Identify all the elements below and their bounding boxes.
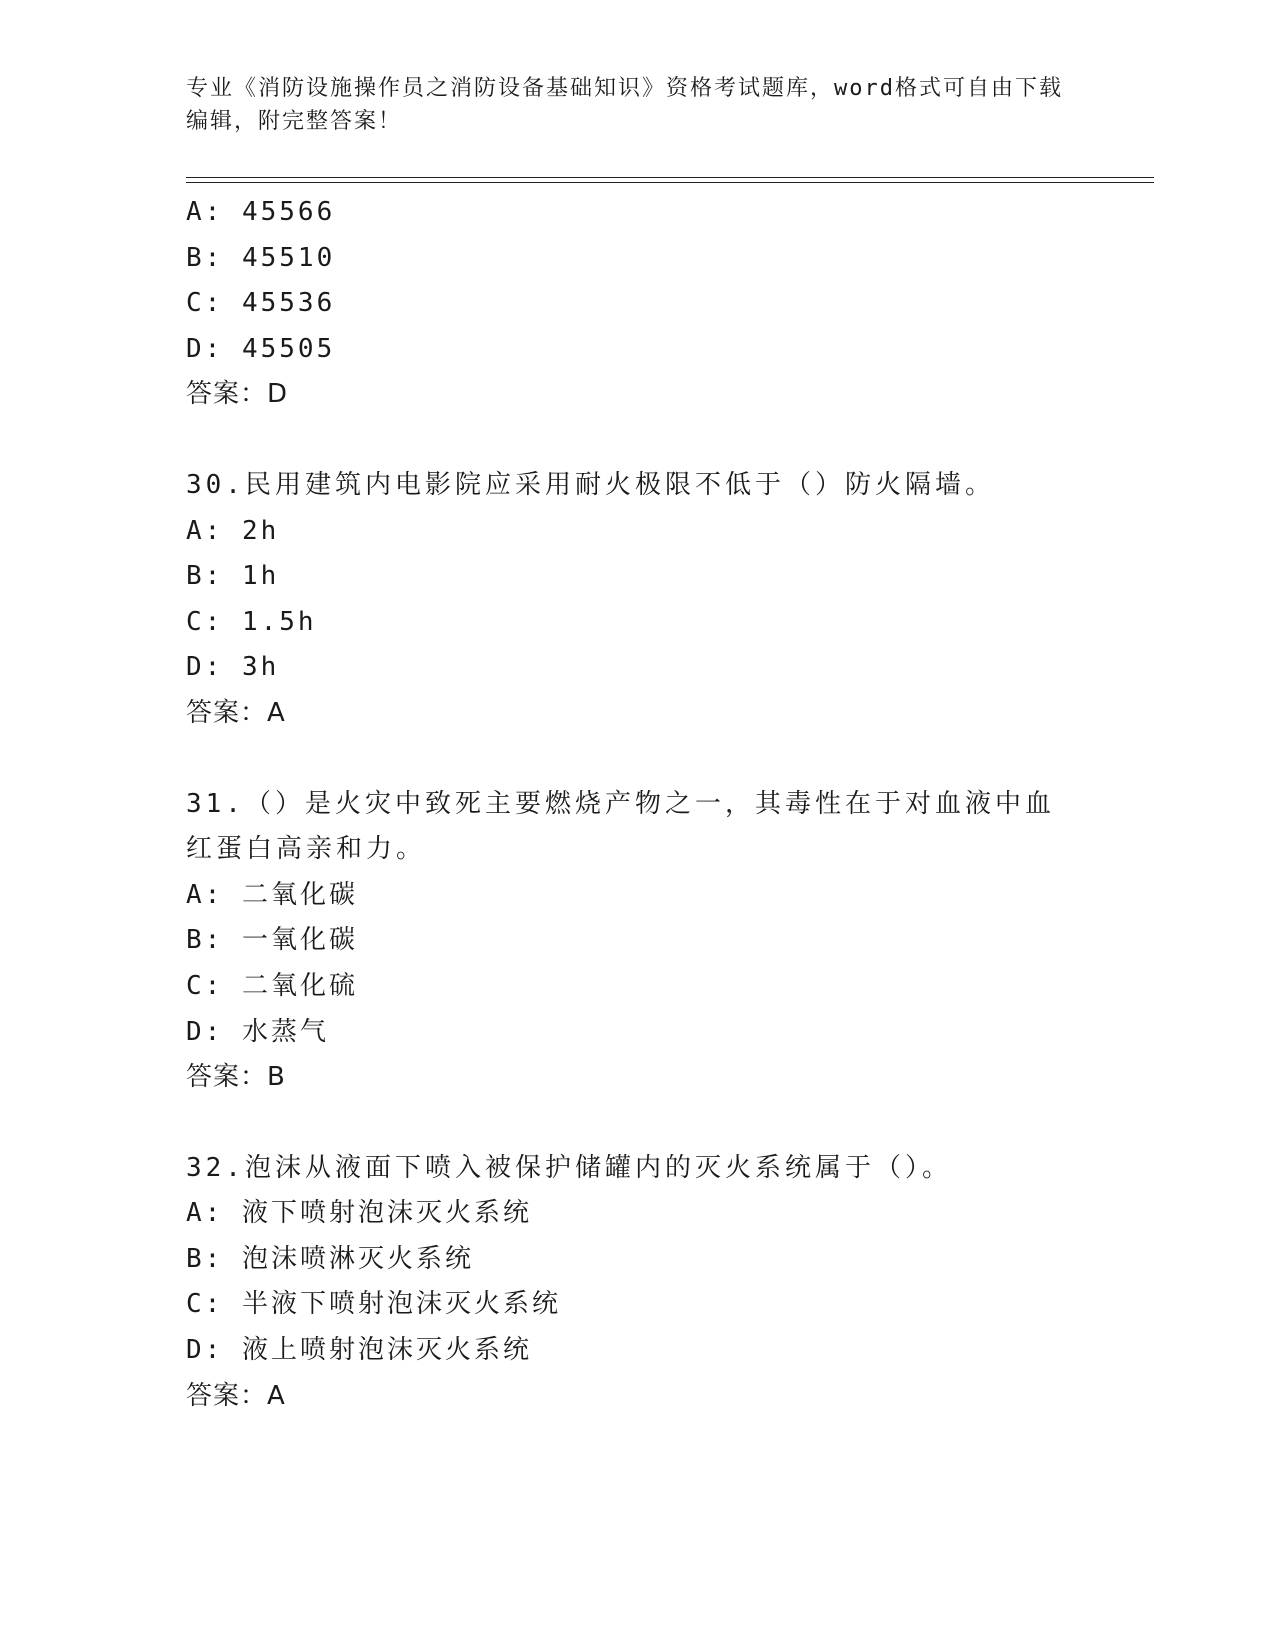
option-d: D: 45505 xyxy=(186,333,336,364)
question-stem: 30.民用建筑内电影院应采用耐火极限不低于（）防火隔墙。 xyxy=(186,469,995,500)
question-list xyxy=(186,190,1086,1419)
option-a: A: 液下喷射泡沫灭火系统 xyxy=(186,1198,532,1229)
answer-line: 答案：D xyxy=(186,379,289,410)
question-block xyxy=(186,1146,1086,1420)
option-d: D: 3h xyxy=(186,652,280,683)
option-c: C: 45536 xyxy=(186,288,336,319)
option-b: B: 一氧化碳 xyxy=(186,925,358,956)
option-b: B: 45510 xyxy=(186,242,336,273)
header-divider-top xyxy=(186,177,1154,178)
question-block xyxy=(186,463,1086,737)
option-c: C: 半液下喷射泡沫灭火系统 xyxy=(186,1289,561,1320)
answer-line: 答案：A xyxy=(186,1380,286,1411)
option-a: A: 45566 xyxy=(186,197,336,227)
option-d: D: 水蒸气 xyxy=(186,1016,329,1047)
document-header: 专业《消防设施操作员之消防设备基础知识》资格考试题库，word格式可自由下载编辑，附完整答案！ xyxy=(186,76,1063,134)
option-b: B: 泡沫喷淋灭火系统 xyxy=(186,1243,474,1274)
question-stem: 31.（）是火灾中致死主要燃烧产物之一，其毒性在于对血液中血红蛋白高亲和力。 xyxy=(186,788,1055,865)
answer-line: 答案：B xyxy=(186,1062,286,1093)
option-a: A: 二氧化碳 xyxy=(186,879,358,910)
option-c: C: 二氧化硫 xyxy=(186,970,358,1001)
question-block xyxy=(186,782,1086,1101)
answer-line: 答案：A xyxy=(186,697,286,728)
option-b: B: 1h xyxy=(186,561,280,592)
header-divider-bottom xyxy=(186,182,1154,183)
spacer xyxy=(186,737,1086,782)
question-block xyxy=(186,190,1086,418)
question-stem: 32.泡沫从液面下喷入被保护储罐内的灭火系统属于（）。 xyxy=(186,1152,952,1183)
spacer xyxy=(186,418,1086,463)
option-d: D: 液上喷射泡沫灭火系统 xyxy=(186,1335,532,1366)
option-c: C: 1.5h xyxy=(186,606,317,637)
option-a: A: 2h xyxy=(186,515,280,546)
spacer xyxy=(186,1101,1086,1146)
